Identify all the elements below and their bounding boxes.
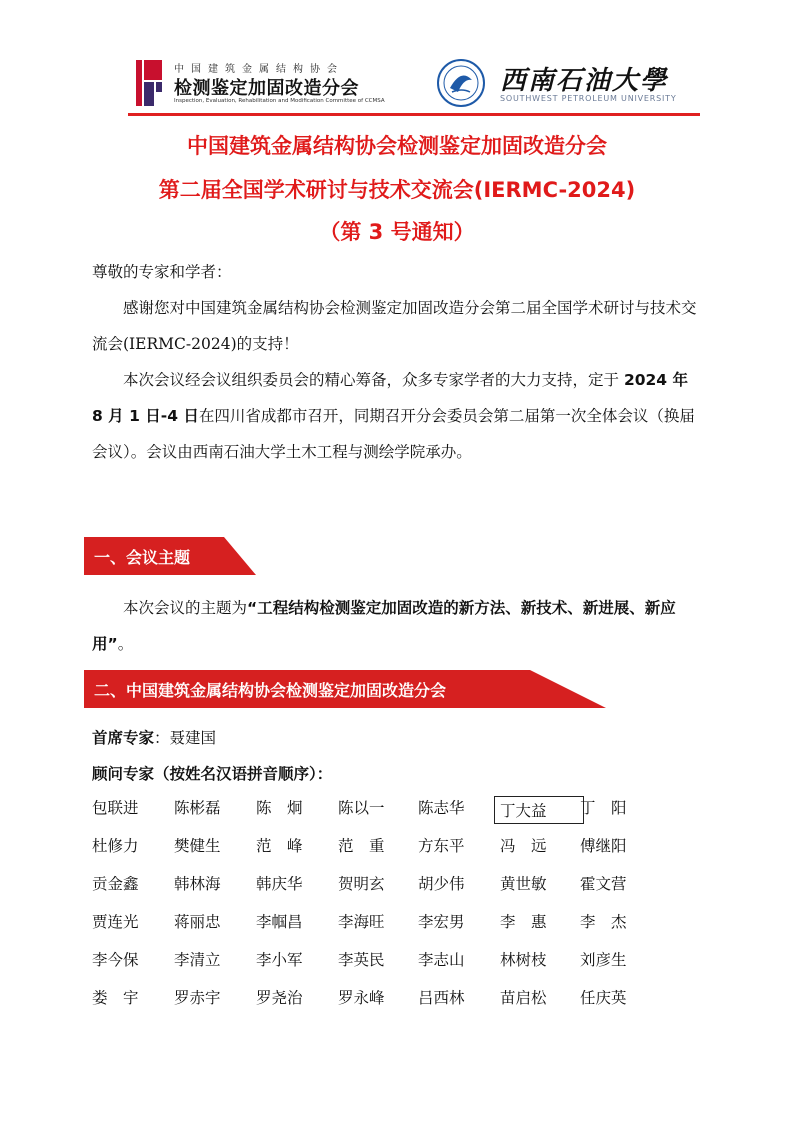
advisor-name: 贺明玄 [338,875,385,893]
advisor-name: 蒋丽忠 [174,913,221,931]
advisor-name: 陈志华 [418,799,465,817]
advisor-row [92,872,712,910]
branch-name: 检测鉴定加固改造分会 [174,78,359,99]
chief-expert-label: 首席专家 [92,729,155,747]
advisor-name: 范 重 [338,837,385,855]
advisor-name: 李小军 [256,951,303,969]
section-banner-committee [84,670,614,708]
advisor-name: 贾连光 [92,913,139,931]
association-name-small: 中国建筑金属结构协会 [174,64,344,75]
advisor-name: 吕西林 [418,989,465,1007]
letterhead [0,0,794,118]
theme-text: “工程结构检测鉴定加固改造的新方法、新技术、新进展、新应用” [92,599,676,653]
advisor-name: 林树枝 [500,951,547,969]
advisor-name: 苗启松 [500,989,547,1007]
advisor-name: 李 杰 [580,913,627,931]
section-title-theme: 一、会议主题 [94,548,191,567]
advisor-name: 李今保 [92,951,139,969]
advisor-name: 贡金鑫 [92,875,139,893]
notice-title-line1: 中国建筑金属结构协会检测鉴定加固改造分会 [187,134,607,158]
advisor-name: 胡少伟 [418,875,465,893]
advisor-name: 李志山 [418,951,465,969]
university-name-en: SOUTHWEST PETROLEUM UNIVERSITY [500,94,677,103]
university-emblem-icon [436,58,486,108]
association-logo [136,60,436,110]
advisor-name: 方东平 [418,837,465,855]
chief-expert-line [92,720,704,756]
advisor-name: 杜修力 [92,837,139,855]
advisor-name: 黄世敏 [500,875,547,893]
notice-title-line2: 第二届全国学术研讨与技术交流会(IERMC-2024) [158,178,636,202]
meeting-info-text: 本次会议经会议组织委员会的精心筹备，众多专家学者的大力支持，定于 [123,371,624,389]
advisor-name: 李帼昌 [256,913,303,931]
advisor-name: 任庆英 [580,989,627,1007]
association-mark-icon [136,60,162,106]
meeting-date: 2024 年 8 月 1 日-4 日 [92,371,688,425]
advisor-name: 丁 阳 [580,799,627,817]
advisor-name: 李 惠 [500,913,547,931]
university-name-cn: 西南石油大學 [500,66,669,96]
paragraph-theme [92,590,704,662]
university-logo [436,58,676,108]
advisor-name: 傅继阳 [580,837,627,855]
branch-name-english: Inspection, Evaluation, Rehabilitation and Modification Committee of CCMSA [174,98,385,104]
advisor-name: 陈以一 [338,799,385,817]
advisor-name: 罗赤宇 [174,989,221,1007]
theme-end: 。 [117,635,134,653]
advisor-name: 刘彦生 [580,951,627,969]
section-title-committee: 二、中国建筑金属结构协会检测鉴定加固改造分会 [94,681,447,700]
advisor-row [92,948,712,986]
advisor-name: 陈彬磊 [174,799,221,817]
advisor-row [92,796,712,834]
advisor-name: 李英民 [338,951,385,969]
advisor-name: 罗尧治 [256,989,303,1007]
advisor-name: 罗永峰 [338,989,385,1007]
advisor-name: 李宏男 [418,913,465,931]
advisor-experts-label: 顾问专家（按姓名汉语拼音顺序）： [92,765,333,783]
paragraph-meeting-info [92,362,704,470]
advisor-name: 韩林海 [174,875,221,893]
greeting: 尊敬的专家和学者： [92,263,232,281]
advisor-name: 娄 宇 [92,989,139,1007]
advisor-name: 丁大益 [494,796,584,824]
header-divider [128,113,700,116]
paragraph-thanks: 感谢您对中国建筑金属结构协会检测鉴定加固改造分会第二届全国学术研讨与技术交流会(IERMC-2024)的支持！ [92,299,697,353]
notice-number: （第 3 号通知） [319,220,475,244]
advisor-row [92,910,712,948]
advisor-name: 韩庆华 [256,875,303,893]
advisor-name: 霍文营 [580,875,627,893]
advisor-name: 樊健生 [174,837,221,855]
advisor-name: 包联进 [92,799,139,817]
chief-expert-sep: ： [154,729,170,747]
section-banner-theme [84,537,264,575]
meeting-info-text-cont: 在四川省成都市召开，同期召开分会委员会第二届第一次全体会议（换届会议）。会议由西南石油大学土木工程与测绘学院承办。 [92,407,695,461]
theme-intro: 本次会议的主题为 [123,599,248,617]
advisor-name: 陈 炯 [256,799,303,817]
chief-expert-name: 聂建国 [169,729,217,747]
advisor-row [92,834,712,872]
advisor-row [92,986,712,1024]
advisor-list [92,796,712,1024]
advisor-name: 范 峰 [256,837,303,855]
advisor-name: 冯 远 [500,837,547,855]
advisor-name: 李清立 [174,951,221,969]
advisor-name: 李海旺 [338,913,385,931]
